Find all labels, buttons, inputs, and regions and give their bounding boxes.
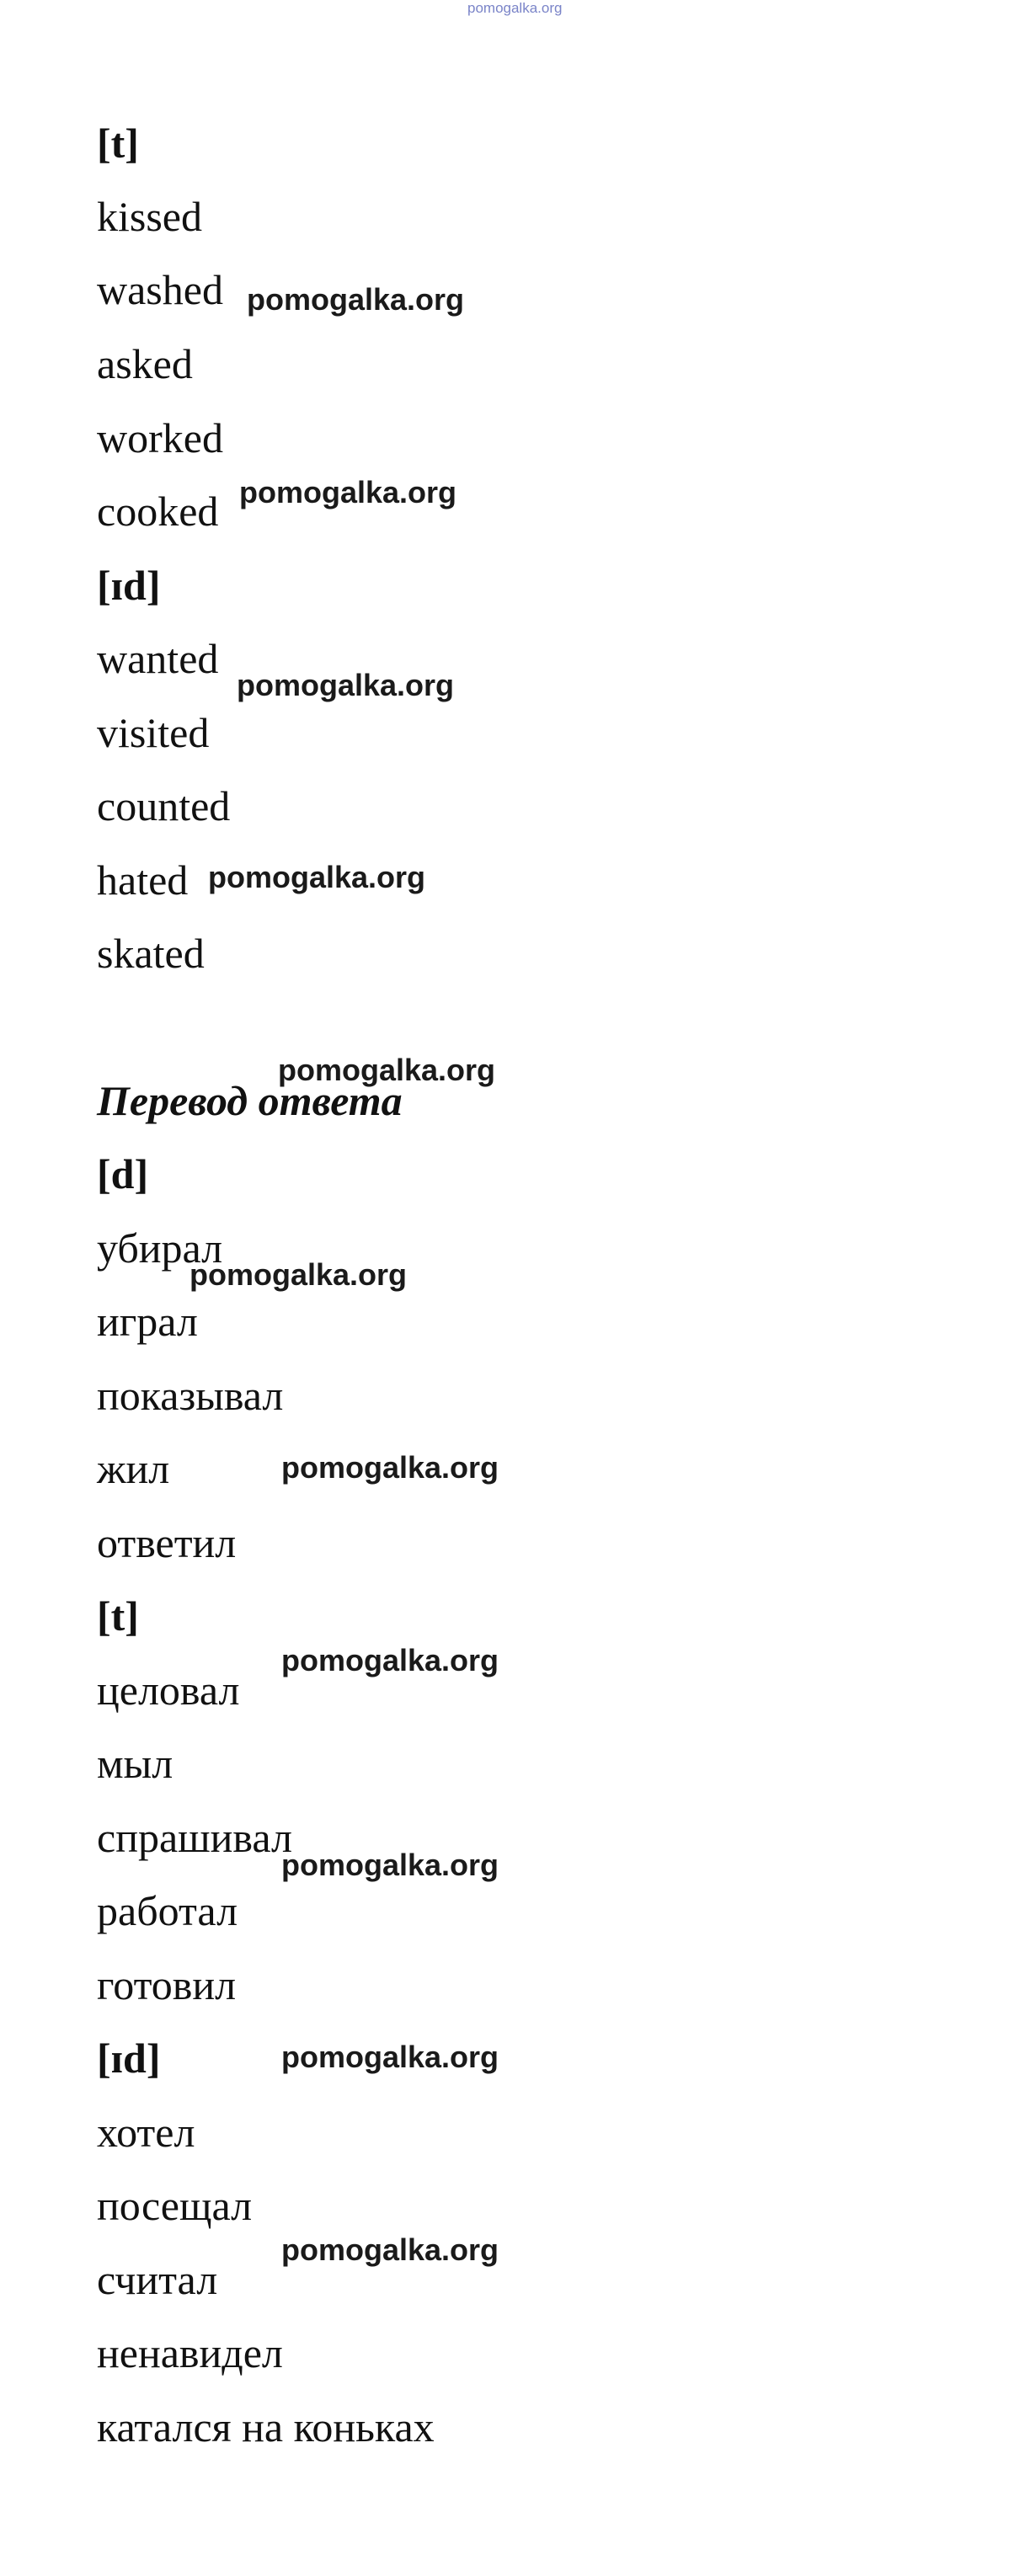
watermark: pomogalka.org <box>281 2232 499 2267</box>
watermark: pomogalka.org <box>247 282 465 317</box>
d-sound-header: [d] <box>97 1150 149 1197</box>
word-tseloval: целовал <box>97 1667 240 1714</box>
word-otvetil: ответил <box>97 1519 237 1566</box>
word-washed: washed <box>97 266 223 313</box>
translation-title: Перевод ответа <box>97 1077 403 1124</box>
word-visited: visited <box>97 709 210 756</box>
id-sound-header: [ɪd] <box>97 562 161 609</box>
id-sound-header-ru: [ɪd] <box>97 2035 161 2082</box>
word-pokazyval: показывал <box>97 1372 284 1419</box>
watermark: pomogalka.org <box>190 1257 408 1292</box>
word-cooked: cooked <box>97 488 219 535</box>
watermark: pomogalka.org <box>281 1848 499 1882</box>
word-nenavidel: ненавидел <box>97 2329 283 2376</box>
word-kissed: kissed <box>97 193 202 240</box>
word-hated: hated <box>97 856 189 904</box>
top-watermark: pomogalka.org <box>467 0 563 16</box>
word-poseshchal: посещал <box>97 2182 253 2229</box>
word-rabotal: работал <box>97 1887 238 1934</box>
word-katalsya: катался на коньках <box>97 2403 435 2451</box>
watermark: pomogalka.org <box>281 1450 499 1485</box>
word-igral: играл <box>97 1298 198 1345</box>
word-myl: мыл <box>97 1740 174 1787</box>
word-schital: считал <box>97 2256 218 2303</box>
watermark: pomogalka.org <box>278 1053 496 1087</box>
word-zhil: жил <box>97 1445 170 1492</box>
t-sound-header-ru: [t] <box>97 1592 139 1640</box>
word-gotovil: готовил <box>97 1961 237 2008</box>
word-asked: asked <box>97 340 193 387</box>
word-sprashival: спрашивал <box>97 1814 292 1861</box>
word-counted: counted <box>97 782 231 829</box>
word-khotel: хотел <box>97 2109 195 2156</box>
watermark: pomogalka.org <box>281 2040 499 2074</box>
watermark: pomogalka.org <box>237 668 455 702</box>
word-worked: worked <box>97 414 223 461</box>
watermark: pomogalka.org <box>208 860 426 894</box>
t-sound-header: [t] <box>97 120 139 167</box>
watermark: pomogalka.org <box>281 1643 499 1677</box>
word-skated: skated <box>97 930 205 977</box>
word-ubiral: убирал <box>97 1224 223 1272</box>
watermark: pomogalka.org <box>239 475 457 509</box>
word-wanted: wanted <box>97 635 219 682</box>
